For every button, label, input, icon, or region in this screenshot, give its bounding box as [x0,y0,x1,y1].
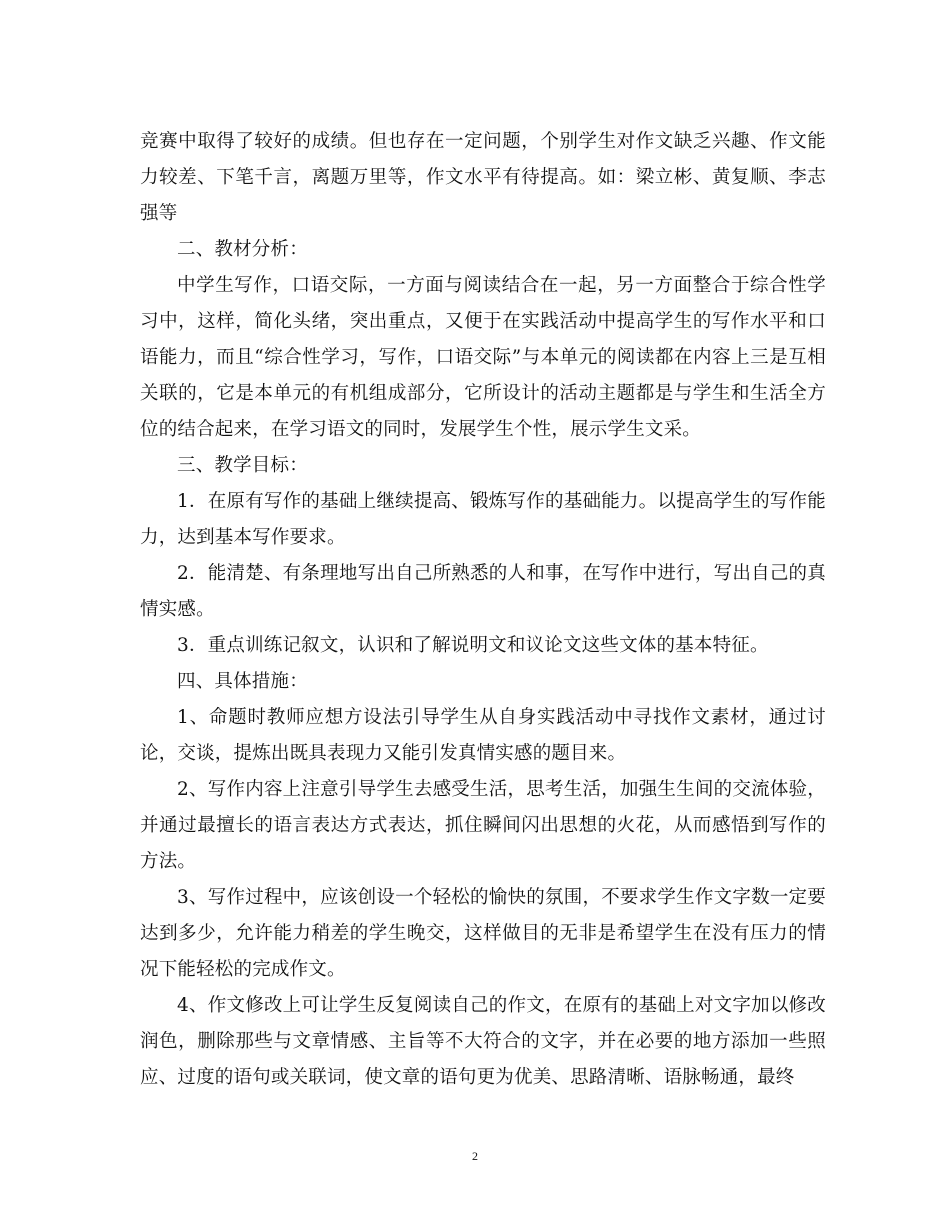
page-number: 2 [472,1149,478,1163]
section-heading-teaching-goals: 三、教学目标： [177,455,308,476]
measure-item-1: 1、命题时教师应想方设法引导学生从自身实践活动中寻找作文素材，通过讨论，交谈，提炼出既具表现力又能引发真情实感的题目来。 [140,707,826,764]
goal-item-1: 1．在原有写作的基础上继续提高、锻炼写作的基础能力。以提高学生的写作能力，达到基本写作要求。 [140,491,826,548]
paragraph-textbook-analysis: 中学生写作，口语交际，一方面与阅读结合在一起，另一方面整合于综合性学习中，这样，简化头绪，突出重点，又便于在实践活动中提高学生的写作水平和口语能力，而且“综合性学习，写作，口语交际”与本单元的阅读都在内容上三是互相关联的，它是本单元的有机组成部分，它所设计的活动主题都是与学生和生活全方位的结合起来，在学习语文的同时，发展学生个性，展示学生文采。 [140,275,826,440]
measure-item-3: 3、写作过程中，应该创设一个轻松的愉快的氛围，不要求学生作文字数一定要达到多少，允许能力稍差的学生晚交，这样做目的无非是希望学生在没有压力的情况下能轻松的完成作文。 [140,887,826,980]
measure-item-4: 4、作文修改上可让学生反复阅读自己的作文，在原有的基础上对文字加以修改润色，删除那些与文章情感、主旨等不大符合的文字，并在必要的地方添加一些照应、过度的语句或关联词，使文章的语句更为优美、思路清晰、语脉畅通，最终 [140,995,826,1088]
section-heading-measures: 四、具体措施： [177,671,308,692]
document-body [140,124,826,1096]
measure-item-2: 2、写作内容上注意引导学生去感受生活，思考生活，加强生生间的交流体验，并通过最擅长的语言表达方式表达，抓住瞬间闪出思想的火花，从而感悟到写作的方法。 [140,779,826,872]
section-heading-textbook-analysis: 二、教材分析： [177,239,308,260]
goal-item-2: 2．能清楚、有条理地写出自己所熟悉的人和事，在写作中进行，写出自己的真情实感。 [140,563,826,620]
paragraph-continuation: 竞赛中取得了较好的成绩。但也存在一定问题，个别学生对作文缺乏兴趣、作文能力较差、下笔千言，离题万里等，作文水平有待提高。如：梁立彬、黄复顺、李志强等 [140,131,826,224]
goal-item-3: 3．重点训练记叙文，认识和了解说明文和议论文这些文体的基本特征。 [177,635,769,656]
